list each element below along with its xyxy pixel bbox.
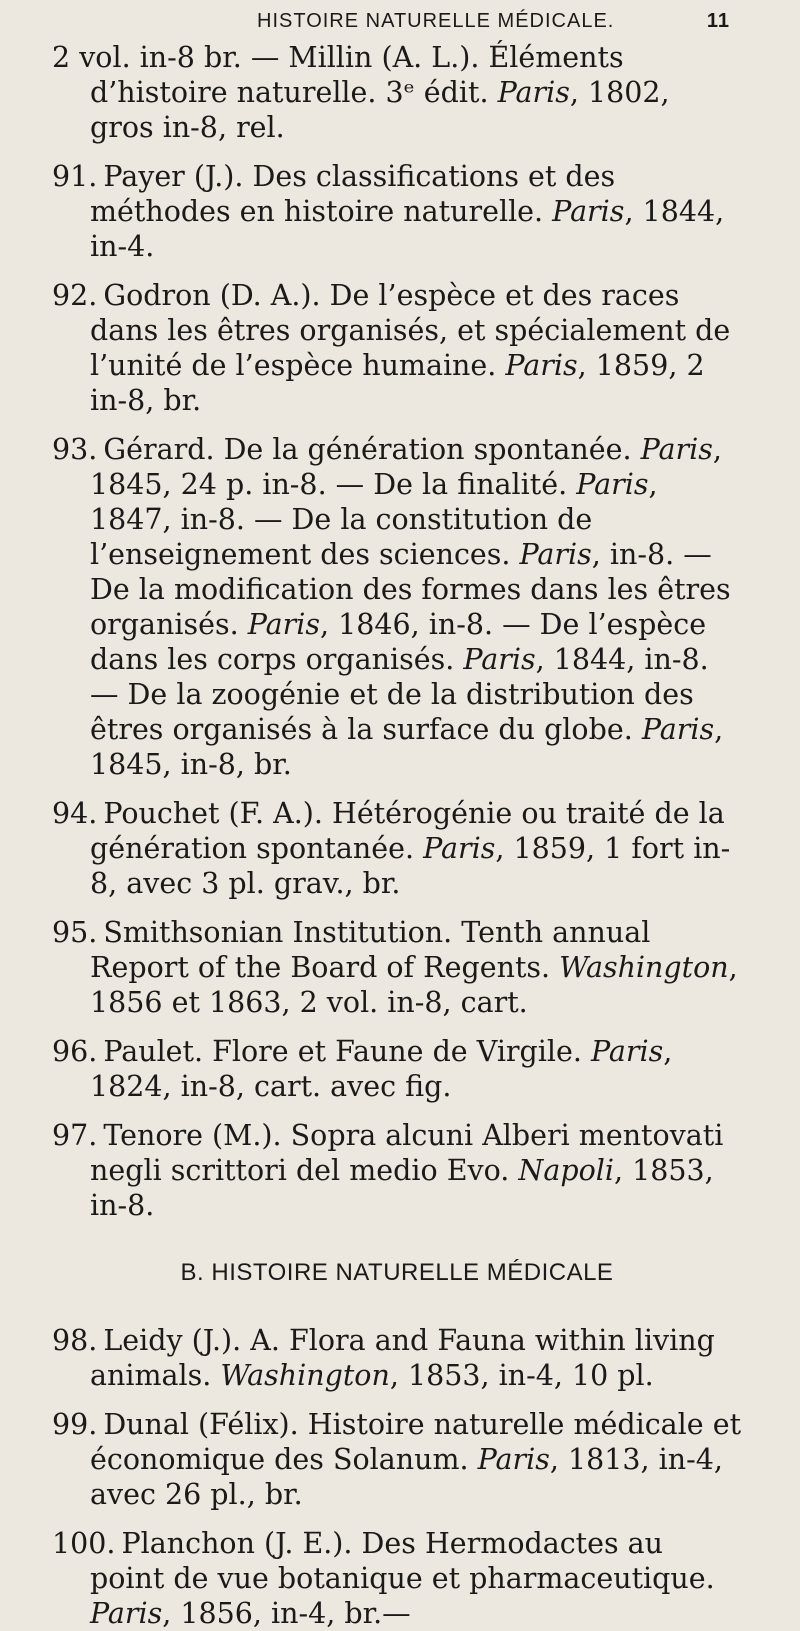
running-head xyxy=(52,8,742,40)
entry-text: , 1813, in-4, avec 26 pl., br. xyxy=(90,1443,723,1511)
entry-98 xyxy=(52,1323,742,1393)
entry-text: , 1856, in-4, br.— xyxy=(162,1597,411,1630)
entry-text: Tenore (M.). Sopra alcuni Alberi mentovati negli scrittori del medio Evo. xyxy=(90,1119,724,1187)
entry-text: Godron (D. A.). De l’espèce et des races dans les êtres organisés, et spécialement de l’unité de l’espèce humaine. xyxy=(90,279,731,382)
entry-place: Paris xyxy=(497,76,570,109)
entry-place: Washington xyxy=(220,1359,390,1392)
entry-text: , 1856 et 1863, 2 vol. in-8, cart. xyxy=(90,951,738,1019)
entry-100 xyxy=(52,1526,742,1631)
entry-place: Paris xyxy=(576,468,649,501)
entry-number: 94. xyxy=(52,797,98,830)
entry-number: 98. xyxy=(52,1324,98,1357)
entry-number: 100. xyxy=(52,1527,116,1560)
entry-text: 2 vol. in-8 br. — Millin (A. L.). Éléments d’histoire naturelle. 3ᵉ édit. xyxy=(52,41,624,109)
entry-place: Paris xyxy=(552,195,625,228)
entry-place: Paris xyxy=(591,1035,664,1068)
entry-text: , 1824, in-8, cart. avec fig. xyxy=(90,1035,673,1103)
entry-place: Paris xyxy=(505,349,578,382)
entry-number: 97. xyxy=(52,1119,98,1152)
entry-number: 92. xyxy=(52,279,98,312)
entry-text: Payer (J.). Des classifications et des méthodes en histoire naturelle. xyxy=(90,160,616,228)
entry-text: Paulet. Flore et Faune de Virgile. xyxy=(103,1035,592,1068)
running-head-title: HISTOIRE NATURELLE MÉDICALE. xyxy=(257,10,615,32)
entry-93 xyxy=(52,432,742,782)
entry-number: 95. xyxy=(52,916,98,949)
entry-text: , 1859, 2 in-8, br. xyxy=(90,349,705,417)
entry-place: Paris xyxy=(90,1597,163,1630)
entry-text: Planchon (J. E.). Des Hermodactes au point de vue botanique et pharmaceutique. xyxy=(90,1527,715,1595)
entry-99 xyxy=(52,1407,742,1512)
entry-text: Pouchet (F. A.). Hétérogénie ou traité de la génération spontanée. xyxy=(90,797,725,865)
entry-place: Paris xyxy=(463,643,536,676)
entry-text: , 1859, 1 fort in-8, avec 3 pl. grav., br. xyxy=(90,832,731,900)
entry-number: 99. xyxy=(52,1408,98,1441)
entry-place: Paris xyxy=(477,1443,550,1476)
entry-number: 96. xyxy=(52,1035,98,1068)
entry-place: Paris xyxy=(641,713,715,746)
page-number: 11 xyxy=(706,10,730,32)
entry-text: , 1845, 24 p. in-8. — De la finalité. xyxy=(90,433,722,501)
entry-text: Gérard. De la génération spontanée. xyxy=(103,433,641,466)
entry-place: Washington xyxy=(559,951,729,984)
entry-text: , in-8. — De la modification des formes dans les êtres organisés. xyxy=(90,538,731,641)
entry-97 xyxy=(52,1118,742,1223)
entry-place: Paris xyxy=(423,832,496,865)
entry-number: 91. xyxy=(52,160,98,193)
entry-text: Leidy (J.). A. Flora and Fauna within living animals. xyxy=(90,1324,715,1392)
entry-text: , 1844, in-8. — De la zoogénie et de la distribution des êtres organisés à la surface du globe. xyxy=(90,643,709,746)
entry-text: , 1853, in-4, 10 pl. xyxy=(389,1359,654,1392)
entry-92 xyxy=(52,278,742,418)
entry-continuation xyxy=(52,40,742,145)
entry-91 xyxy=(52,159,742,264)
entry-place: Napoli xyxy=(518,1154,614,1187)
section-heading: B. HISTOIRE NATURELLE MÉDICALE xyxy=(180,1259,614,1286)
entry-94 xyxy=(52,796,742,901)
entry-text: , 1846, in-8. — De l’espèce dans les corps organisés. xyxy=(90,608,707,676)
entry-text: , 1844, in-4. xyxy=(90,195,725,263)
entry-text: Dunal (Félix). Histoire naturelle médicale et économique des Solanum. xyxy=(90,1408,742,1476)
entry-place: Paris xyxy=(519,538,592,571)
entry-number: 93. xyxy=(52,433,98,466)
entry-text: , 1847, in-8. — De la constitution de l’enseignement des sciences. xyxy=(90,468,658,571)
entry-text: , 1845, in-8, br. xyxy=(90,713,724,781)
entry-place: Paris xyxy=(640,433,713,466)
entry-place: Paris xyxy=(247,608,320,641)
entry-text: , 1853, in-8. xyxy=(90,1154,714,1222)
entry-95 xyxy=(52,915,742,1020)
entry-text: , 1802, gros in-8, rel. xyxy=(90,76,670,144)
entry-96 xyxy=(52,1034,742,1104)
entry-text: Smithsonian Institution. Tenth annual Report of the Board of Regents. xyxy=(90,916,651,984)
